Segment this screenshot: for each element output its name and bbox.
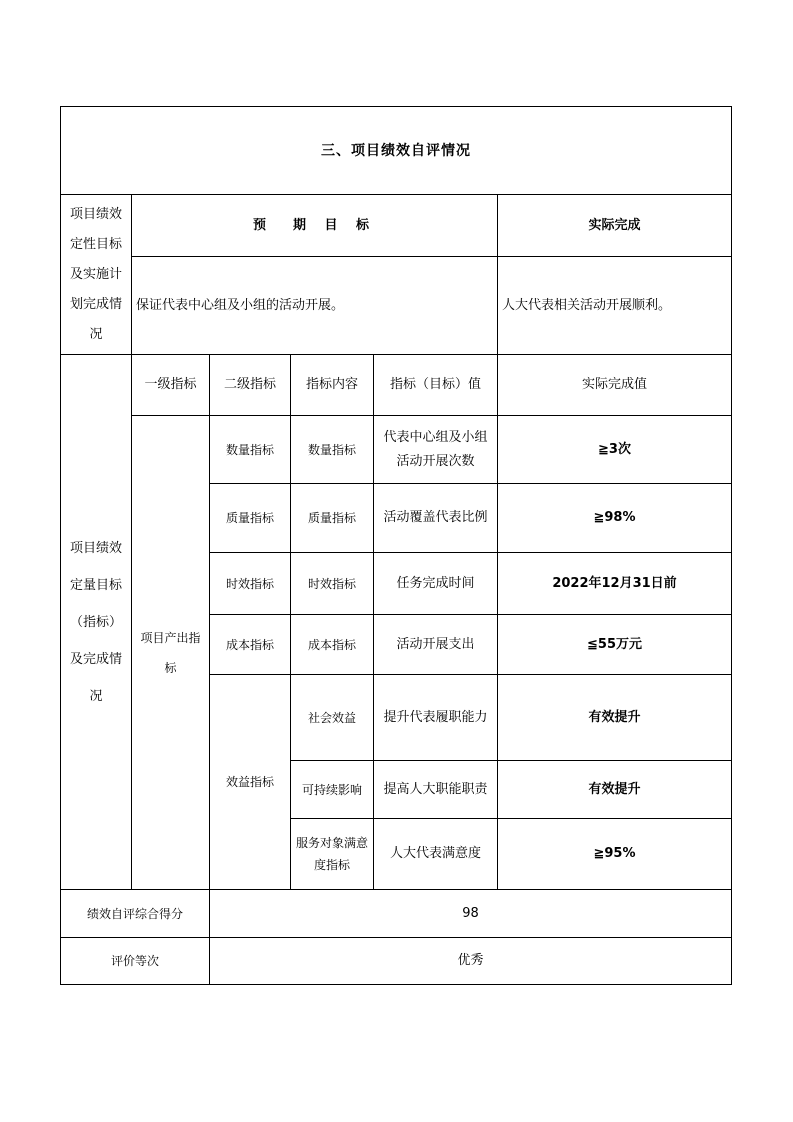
header-target: 指标（目标）值 bbox=[374, 355, 498, 416]
row-content: 成本指标 bbox=[291, 615, 374, 675]
table-title: 三、项目绩效自评情况 bbox=[61, 107, 732, 195]
score-label: 绩效自评综合得分 bbox=[61, 890, 210, 938]
row-content: 可持续影响 bbox=[291, 761, 374, 819]
row-content: 时效指标 bbox=[291, 553, 374, 615]
row-target: 任务完成时间 bbox=[374, 553, 498, 615]
self-evaluation-table bbox=[60, 106, 732, 985]
expected-goal-header: 预 期 目 标 bbox=[132, 195, 498, 257]
row-content: 社会效益 bbox=[291, 675, 374, 761]
row-content: 服务对象满意度指标 bbox=[291, 819, 374, 890]
level2-benefit-cell: 效益指标 bbox=[210, 675, 291, 890]
grade-label: 评价等次 bbox=[61, 938, 210, 985]
grade-value: 优秀 bbox=[210, 938, 732, 985]
header-actual: 实际完成值 bbox=[498, 355, 732, 416]
actual-completion-text: 人大代表相关活动开展顺利。 bbox=[498, 257, 732, 355]
header-content: 指标内容 bbox=[291, 355, 374, 416]
row-target: 代表中心组及小组活动开展次数 bbox=[374, 416, 498, 484]
row-level2: 质量指标 bbox=[210, 484, 291, 553]
row-target: 人大代表满意度 bbox=[374, 819, 498, 890]
score-value: 98 bbox=[210, 890, 732, 938]
actual-completion-header: 实际完成 bbox=[498, 195, 732, 257]
row-content: 质量指标 bbox=[291, 484, 374, 553]
level1-output-cell: 项目产出指标 bbox=[132, 416, 210, 890]
row-level2: 成本指标 bbox=[210, 615, 291, 675]
row-target: 提升代表履职能力 bbox=[374, 675, 498, 761]
row-target: 活动开展支出 bbox=[374, 615, 498, 675]
qualitative-section-label: 项目绩效定性目标及实施计划完成情况 bbox=[61, 195, 132, 355]
row-level2: 数量指标 bbox=[210, 416, 291, 484]
row-level2: 时效指标 bbox=[210, 553, 291, 615]
row-actual: ≧3次 bbox=[498, 416, 732, 484]
row-actual: ≧95% bbox=[498, 819, 732, 890]
row-actual: 有效提升 bbox=[498, 675, 732, 761]
header-level1: 一级指标 bbox=[132, 355, 210, 416]
row-target: 提高人大职能职责 bbox=[374, 761, 498, 819]
row-content: 数量指标 bbox=[291, 416, 374, 484]
row-actual: ≧98% bbox=[498, 484, 732, 553]
row-actual: 有效提升 bbox=[498, 761, 732, 819]
header-level2: 二级指标 bbox=[210, 355, 291, 416]
expected-goal-text: 保证代表中心组及小组的活动开展。 bbox=[132, 257, 498, 355]
row-target: 活动覆盖代表比例 bbox=[374, 484, 498, 553]
row-actual: ≦55万元 bbox=[498, 615, 732, 675]
quantitative-section-label: 项目绩效定量目标（指标）及完成情况 bbox=[61, 355, 132, 890]
row-actual: 2022年12月31日前 bbox=[498, 553, 732, 615]
